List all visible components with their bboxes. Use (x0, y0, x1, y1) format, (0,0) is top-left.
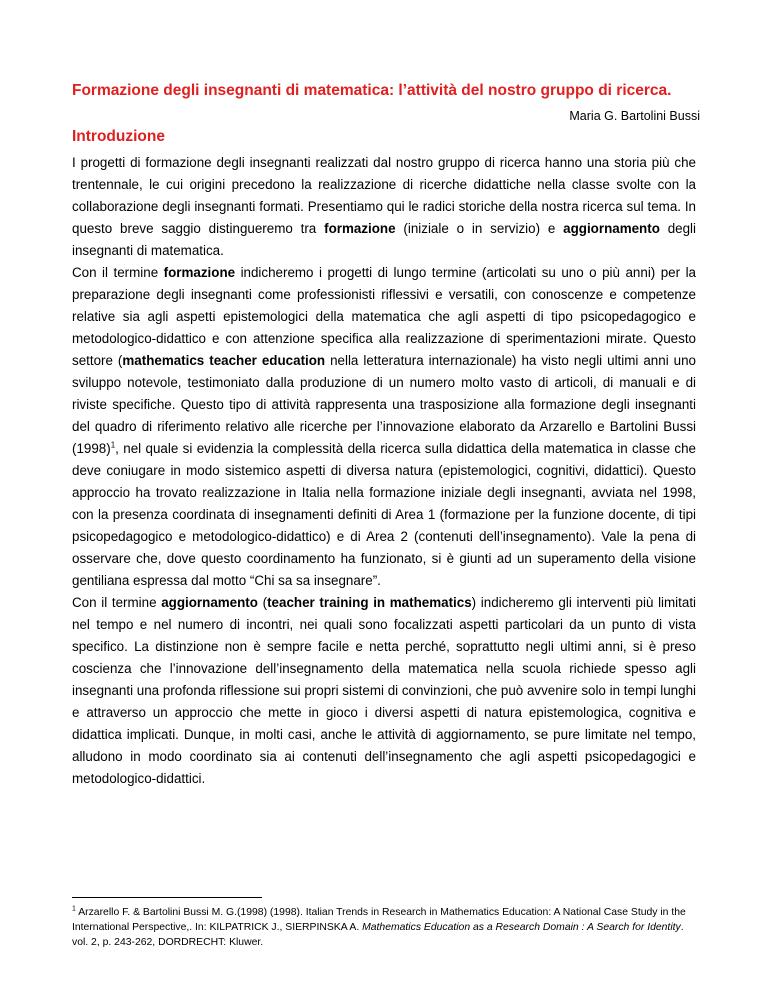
term-aggiornamento: aggiornamento (161, 595, 258, 610)
footnote-reference[interactable]: 1 (110, 440, 116, 450)
paragraph-2: Con il termine formazione indicheremo i progetti di lungo termine (articolati su uno o più anni) per la preparazione degli insegnanti come professionisti riflessivi e versatili, con conoscenze e competenze relative sia agli aspetti epistemologici della matematica che agli aspetti di tipo psicopedagogico e metodologico-didattico e con attenzione specifica alla realizzazione di sperimentazioni mirate. Questo settore (mathematics teacher education nella letteratura internazionale) ha visto negli ultimi anni uno sviluppo notevole, testimoniato dalla produzione di un numero molto vasto di articoli, di manuali e di riviste specifiche. Questo tipo di attività rappresenta una trasposizione alla formazione degli insegnanti del quadro di riferimento relativo alle ricerche per l’innovazione elaborato da Arzarello e Bartolini Bussi $(1998)^1$, nel quale si evidenzia la complessità della ricerca sulla didattica della matematica in classe che deve coniugare in modo sistemico aspetti di diversa natura (epistemologici, cognitivi, didattici). Questo approccio ha trovato realizzazione in Italia nella formazione iniziale degli insegnanti, avviata nel 1998, con la presenza coordinata di insegnamenti definiti di Area 1 (formazione per la funzione docente, di tipi psicopedagogico e metodologico-didattico) e di Area 2 (contenuti dell’insegnamento). Vale la pena di osservare che, dove questo coordinamento ha funzionato, si è giunti ad un superamento della visione gentiliana espressa dal motto “Chi sa sa insegnare”. (72, 265, 697, 588)
term-aggiornamento: aggiornamento (563, 221, 660, 236)
footnote: $^1$ Arzarello F. & Bartolini Bussi M. G.(1998) (1998). Italian Trends in Research in Mathematics Education: A National Case Study in the International Perspective,. In: KILPATRICK J., SIERPINSKA A. Mathematics Education as a Research Domain : A Search for Identity. vol. 2, p. 243-262, DORDRECHT: Kluwer. (72, 905, 686, 948)
term-formazione: formazione (163, 265, 236, 280)
section-heading: Introduzione (72, 128, 165, 145)
footnote-mark: 1 (72, 905, 76, 913)
term-formazione: formazione (324, 221, 396, 236)
footnote-separator (72, 897, 262, 898)
paragraph-3: Con il termine aggiornamento (teacher training in mathematics) indicheremo gli interventi più limitati nel tempo e nel numero di incontri, nei quali sono focalizzati aspetti particolari da un punto di vista specifico. La distinzione non è sempre facile e netta perché, soprattutto negli ultimi anni, si è preso coscienza che l’innovazione dell’insegnamento della matematica nella scuola richiede spesso agli insegnanti una profonda riflessione sui propri sistemi di convinzioni, che può avvenire solo in tempi lunghi e attraverso un approccio che mette in gioco i diversi aspetti di natura epistemologica, cognitiva e didattica implicati. Dunque, in molti casi, anche le attività di aggiornamento, se pure limitate nel tempo, alludono in modo coordinato sia ai contenuti dell’insegnamento che agli aspetti psicopedagogici e metodologico-didattici. (72, 595, 697, 786)
author-name: Maria G. Bartolini Bussi (569, 109, 700, 123)
term-mathematics-teacher-education: mathematics teacher education (122, 353, 326, 368)
term-teacher-training: teacher training in mathematics (267, 595, 472, 610)
body-text (72, 152, 696, 790)
document-title: Formazione degli insegnanti di matematica: l’attività del nostro gruppo di ricerca. (72, 82, 672, 99)
footnote-book-title: Mathematics Education as a Research Domain : A Search for Identity (362, 922, 681, 933)
paragraph-1: I progetti di formazione degli insegnanti realizzati dal nostro gruppo di ricerca hanno una storia più che trentennale, le cui origini precedono la realizzazione di ricerche didattiche nella classe svolte con la collaborazione degli insegnanti formati. Presentiamo qui le radici storiche della nostra ricerca sul tema. In questo breve saggio distingueremo tra formazione (iniziale o in servizio) e aggiornamento degli insegnanti di matematica. (72, 155, 697, 258)
